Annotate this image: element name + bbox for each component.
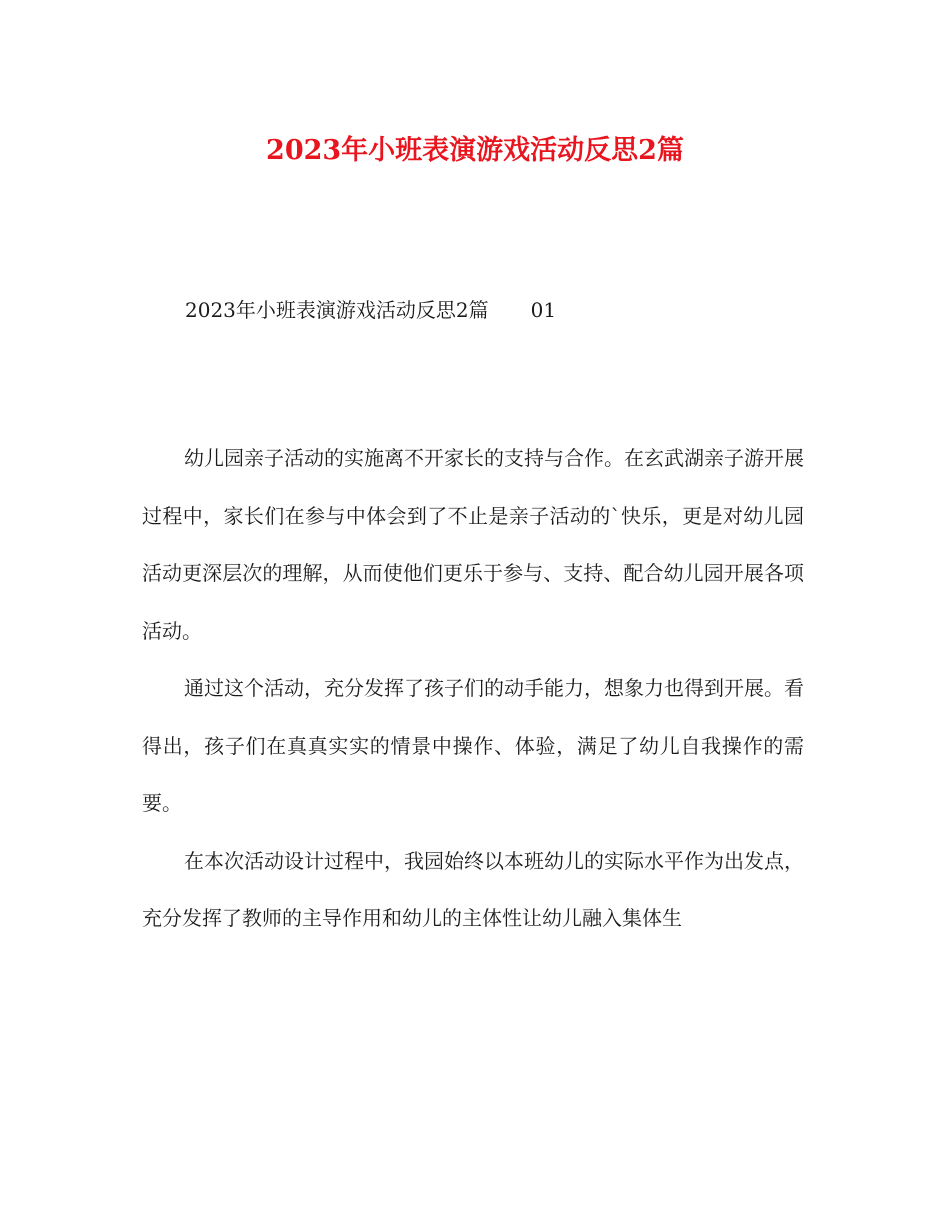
subtitle-number: 01 <box>530 298 557 322</box>
document-subtitle <box>185 294 556 323</box>
document-title: 2023年小班表演游戏活动反思2篇 <box>266 135 684 166</box>
paragraph-2: 通过这个活动，充分发挥了孩子们的动手能力，想象力也得到开展。看得出，孩子们在真真实实的情景中操作、体验，满足了幼儿自我操作的需要。 <box>142 676 804 815</box>
subtitle-text: 2023年小班表演游戏活动反思2篇 <box>185 298 489 322</box>
document-body <box>142 430 804 948</box>
paragraph-3: 在本次活动设计过程中，我园始终以本班幼儿的实际水平作为出发点，充分发挥了教师的主导作用和幼儿的主体性让幼儿融入集体生 <box>142 848 804 930</box>
paragraph-1: 幼儿园亲子活动的实施离不开家长的支持与合作。在玄武湖亲子游开展过程中，家长们在参与中体会到了不止是亲子活动的`快乐，更是对幼儿园活动更深层次的理解，从而使他们更乐于参与、支持、配合幼儿园开展各项活动。 <box>142 446 804 643</box>
